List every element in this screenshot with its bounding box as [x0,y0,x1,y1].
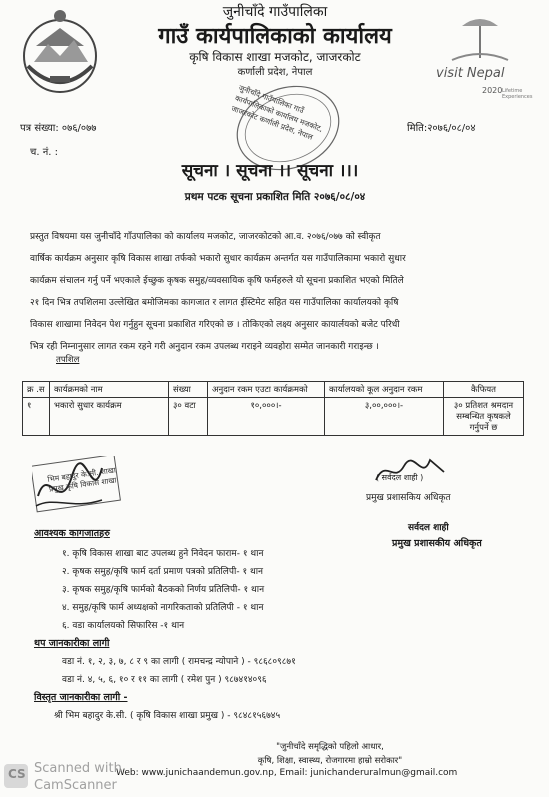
dispatch-number: च. नं. : [30,147,58,158]
visit-nepal-year: 2020 [482,86,503,95]
office-name: गाउँ कार्यपालिकाको कार्यालय [158,24,392,49]
table-header-row [23,382,524,398]
document-item: १. कृषि विकास शाखा बाट उपलब्ध हुने निवेदन फाराम- १ थान [62,549,264,559]
table-header: कार्यालयको कूल अनुदान रकम [325,382,444,398]
document-item: ४. समुह/कृषि फार्म अध्यक्षको नागरिकताको प्रतिलिपी - १ थान [62,603,264,613]
nepal-emblem-icon [14,6,106,98]
contact-line: वडा नं. ४, ५, ६, १० र ११ का लागी ( रमेश पुन ) ९८७४१४०९६ [62,675,267,685]
body-line: भित्र रही निम्नानुसार लागत रकम रहने गरी अनुदान रकम उपलब्ध गराइने व्यवहोरा सम्मेत जानकारी गराइन्छ । [30,342,379,352]
detail-heading: विस्तृत जानकारीका लागी - [34,692,128,703]
published-date: प्रथम पटक सूचना प्रकाशित मिति २०७६/०८/०४ [184,191,366,203]
municipality-name: जुनीचाँदे गाउँपालिका [222,4,328,20]
slogan-line: कृषि, शिक्षा, स्वास्थ्य, रोजगारमा हाम्रो सरोकार" [257,756,403,766]
visit-nepal-text: visit Nepal [436,66,505,81]
documents-heading: आवश्यक कागजातहरु [34,528,110,539]
table-cell: १ [23,398,50,436]
document-item: २. कृषक समुह/कृषि फार्म दर्ता प्रमाण पत्रको प्रतिलिपी- १ थान [62,567,264,577]
body-line: कार्यक्रम संचालन गर्नु पर्ने भएकाले ईच्छुक कृषक समुह/व्यवसायिक कृषि फर्महरुले यो सूचना प्रकाशित भएको मितिले [30,276,404,286]
table-cell: ३० प्रतिशत श्रमदान सम्बन्धित कृषकले गर्नुपर्ने छ [444,398,524,436]
signatory-role-stamp: प्रमुख प्रशासकीय अधिकृत [392,538,482,549]
table-cell: ३० वटा [169,398,208,436]
footer-contact: Web: www.junichaandemun.gov.np, Email: junichanderuralmun@gmail.com [116,768,458,778]
signatory-name: सर्वदल शाही [408,523,449,533]
table-header: कैफियत [444,382,524,398]
body-line: वार्षिक कार्यक्रम अनुसार कृषि विकास शाखा तर्फको भकारो सुधार कार्यक्रम अन्तर्गत यस गाउँपालिकामा भकारो सुधार [30,254,406,264]
scanner-watermark-line1: Scanned with [34,761,122,776]
visit-nepal-logo [432,8,533,100]
scanner-watermark-line2: CamScanner [34,778,117,793]
province-name: कर्णाली प्रदेश, नेपाल [237,67,313,78]
office-stamp-text: जुनीचाँदे गाउँपालिका गाउँ कार्यपालिकाको कार्यालय मजकोट, जाजरकोट कर्णाली प्रदेश, नेपाल [230,83,325,142]
contact-line: वडा नं. १, २, ३, ७, ८ र ९ का लागी ( रामचन्द्र न्योपाने ) - ९८६८०९८७१ [62,657,296,667]
left-stamp-text: भिम बहादुर के.सी. शाखा प्रमुख कृषि विकास शाखा [46,465,118,494]
more-info-heading: थप जानकारीका लागी [34,638,110,649]
table-header: अनुदान रकम एउटा कार्यक्रमको [208,382,325,398]
details-label: तपशिल [56,355,80,365]
letter-date: मिति:२०७६/०८/०४ [407,123,476,134]
notice-body [30,226,520,358]
document-item: ३. कृषक समुह/कृषि फार्मको बैठकको निर्णय प्रतिलिपी- १ थान [62,585,265,595]
table-header: संख्या [169,382,208,398]
table-header: क्र .स [23,382,50,398]
body-line: विकास शाखामा निवेदन पेश गर्नुहुन सूचना प्रकाशित गरिएको छ । तोकिएको लक्ष्य अनुसार कायार्लयको बजेट परिधी [30,320,400,330]
table-cell: भकारो सुधार कार्यक्रम [50,398,169,436]
signatory-role: प्रमुख प्रशासकिय अधिकृत [366,493,451,503]
letter-number: पत्र संख्या: ०७६/०७७ [20,123,97,134]
slogan-line: "जुनीचाँदे समृद्धिको पहिलो आधार, [276,742,384,752]
table-cell: १०,०००।- [208,398,325,436]
notice-title: सूचना । सूचना ।। सूचना ।।। [181,161,359,181]
body-line: २१ दिन भित्र तपशिलमा उल्लेखित बमोजिमका कागजात र लागत ईस्टिमेट सहित यस गाउँपालिका कार्यालयको कृषि [30,298,399,308]
document-item: ६. वडा कार्यालयको सिफारिस -१ थान [62,621,185,631]
table-row [23,398,524,436]
detail-contact: श्री भिम बहादुर के.सी. ( कृषि विकास शाखा प्रमुख ) - ९८४८१५६७४५ [54,711,281,721]
visit-nepal-sub: Lifetime Experiences [502,88,533,100]
footer-slogan [200,740,460,768]
program-table [22,381,524,436]
signatory-name-paren: ( सर्वदल शाही ) [376,473,424,482]
table-header: कार्यक्रमको नाम [50,382,169,398]
camscanner-logo-icon: CS [4,764,28,788]
umbrella-icon [432,8,528,68]
body-line: प्रस्तुत विषयमा यस जुनीचाँदे गाँउपालिका को कार्यालय मजकोट, जाजरकोटको आ.व. २०७६/०७७ को स्वीकृत [30,232,381,242]
branch-name: कृषि विकास शाखा मजकोट, जाजरकोट [189,50,361,64]
table-cell: ३,००,०००।- [325,398,444,436]
